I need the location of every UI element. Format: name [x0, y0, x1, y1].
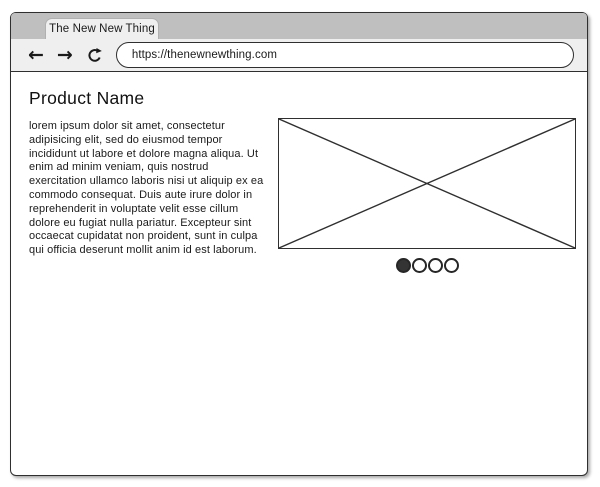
carousel-dots: [278, 258, 576, 273]
browser-toolbar: [11, 39, 587, 72]
carousel-dot-2[interactable]: [412, 258, 427, 273]
image-placeholder: [278, 118, 576, 249]
back-button[interactable]: ←: [28, 43, 44, 66]
forward-button[interactable]: →: [56, 43, 73, 66]
carousel-dot-1[interactable]: [396, 258, 411, 273]
page-title: Product Name: [29, 88, 145, 108]
content-columns: [29, 120, 587, 273]
tab-bar: [11, 13, 587, 39]
carousel-dot-3[interactable]: [428, 258, 443, 273]
refresh-icon: [86, 47, 103, 64]
media-column: [278, 118, 576, 273]
address-bar[interactable]: [116, 42, 574, 68]
page-content: [11, 72, 587, 273]
carousel-dot-4[interactable]: [444, 258, 459, 273]
placeholder-x-icon: [279, 119, 575, 248]
tab-title: The New New Thing: [49, 23, 155, 35]
browser-tab[interactable]: [45, 18, 159, 39]
url-text: https://thenewnewthing.com: [131, 49, 277, 61]
body-text: lorem ipsum dolor sit amet, consectetur adipisicing elit, sed do eiusmod tempor incididunt ut labore et dolore magna aliqua. Ut enim ad minim veniam, quis nostrud exercitation ullamco laboris nisi ut aliquip ex ea commodo consequat. Duis aute irure dolor in reprehenderit in voluptate velit esse cillum dolore eu fugiat nulla pariatur. Excepteur sint occaecat cupidatat non proident, sunt in culpa qui officia deserunt mollit anim id est laborum.: [29, 120, 264, 257]
browser-window: [10, 12, 588, 476]
refresh-button[interactable]: [86, 47, 103, 64]
